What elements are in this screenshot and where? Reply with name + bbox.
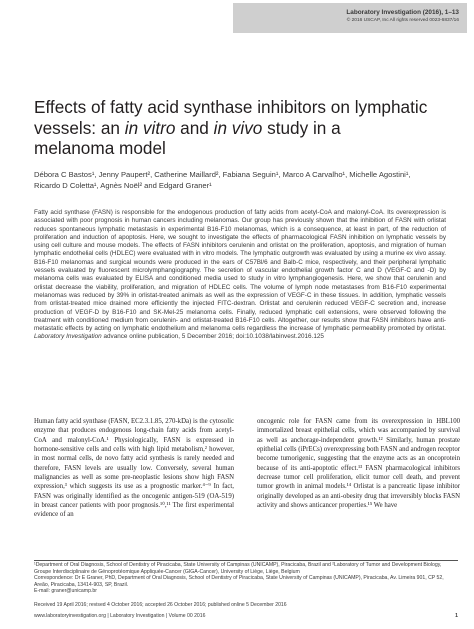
affiliations: ¹Department of Oral Diagnosis, School of Dentistry of Piracicaba, State University of Campinas (UNICAMP), Piracicaba, Brazil and ²Laboratory of Tumor and Development Biology, Groupe Interdisciplinaire de Génoprotéomique Appliquée-Cancer (GIGA-Cancer), University of Liège, Liège, Belgium <box>34 562 442 575</box>
journal-citation: Laboratory Investigation (2016), 1–13 <box>346 9 459 16</box>
footnotes <box>34 562 458 595</box>
received-dates: Received 19 April 2016; revised 4 October 2016; accepted 26 October 2016; published online 5 December 2016 <box>34 602 287 608</box>
online-publication: advance online publication, 5 December 2016; doi:10.1038/labinvest.2016.125 <box>101 333 324 341</box>
title-italic-in-vivo: in vivo <box>213 117 263 138</box>
author-line-2: Ricardo D Coletta¹, Agnès Noël² and Edgard Graner¹ <box>34 180 212 190</box>
citation-line <box>34 333 324 340</box>
abstract-text: Fatty acid synthase (FASN) is responsible for the endogenous production of fatty acids from acetyl-CoA and malonyl-CoA. Its overexpression is associated with poor prognosis in human cancers including melanomas. Our group has previously shown that the inhibition of FASN with orlistat reduces spontaneous lymphatic metastasis in experimental B16-F10 melanomas, which is a consequence, at least in part, of the reduction of proliferation and induction of apoptosis. Here, we sought to investigate the effects of pharmacological FASN inhibition on lymphatic vessels by using cell culture and mouse models. The effects of FASN inhibitors cerulenin and orlistat on the proliferation, apoptosis, and migration of human lymphatic endothelial cells (HDLEC) were evaluated with in vitro models. The lymphatic outgrowth was evaluated by using a murine ex vivo assay. B16-F10 melanomas and surgical wounds were produced in the ears of C57Bl/6 and Balb-C mice, respectively, and their peripheral lymphatic vessels evaluated by fluorescent microlymphangiography. The secretion of vascular endothelial growth factor C and D (VEGF-C and -D) by melanoma cells was evaluated by ELISA and conditioned media used to study in vitro lymphangiogenesis. Here, we show that cerulenin and orlistat decrease the viability, proliferation, and migration of HDLEC cells. The volume of lymph node metastases from B16-F10 experimental melanomas was reduced by 39% in orlistat-treated animals as well as the expression of VEGF-C in these tissues. In addition, lymphatic vessels from orlistat-treated mice drained more efficiently the injected FITC-dextran. Orlistat and cerulenin reduced VEGF-C secretion and, increase production of VEGF-D by B16-F10 and SK-Mel-25 melanoma cells. Finally, reduced lymphatic cell extensions, were observed following the treatment with conditioned medium from cerulenin- and orlistat-treated B16-F10 cells. Altogether, our results show that FASN inhibitors have anti-metastatic effects by acting on lymphatic endothelium and melanoma cells regardless the increase of lymphatic permeability promoted by orlistat. <box>34 209 446 333</box>
article-title <box>34 97 454 159</box>
footnote-divider <box>34 560 458 561</box>
title-line-2 <box>34 118 454 139</box>
footer-journal: www.laboratoryinvestigation.org | Laboratory Investigation | Volume 00 2016 <box>34 613 206 619</box>
journal-header-box <box>233 3 467 33</box>
title-italic-in-vitro: in vitro <box>124 117 176 138</box>
page-number: 1 <box>455 613 458 619</box>
title-text: study in a <box>262 117 341 138</box>
author-list <box>34 170 464 191</box>
title-line-1: Effects of fatty acid synthase inhibitors on lymphatic <box>34 97 428 117</box>
correspondence: Correspondence: Dr E Graner, PhD, Department of Oral Diagnosis, School of Dentistry of Piracicaba, State University of Campinas (UNICAMP), Piracicaba, Av. Limeira 901, CP 52, Areão, Piracicaba, 13414-903, SP, Brazil. <box>34 575 444 588</box>
title-line-3: melanoma model <box>34 138 166 158</box>
page-footer <box>34 613 458 621</box>
abstract <box>34 209 446 342</box>
title-text: and <box>175 117 214 138</box>
journal-name: Laboratory Investigation <box>34 333 102 341</box>
title-text: vessels: an <box>34 117 125 138</box>
author-line-1: Débora C Bastos¹, Jenny Paupert², Catherine Maillard², Fabiana Seguin¹, Marco A Carvalho¹, Michelle Agostini¹, <box>34 170 411 179</box>
email: E-mail: graner@unicamp.br <box>34 588 97 595</box>
copyright-line: © 2016 USCAP, Inc All rights reserved 0023-6837/16 <box>346 18 459 23</box>
body-column-left: Human fatty acid synthase (FASN, EC2.3.1.85, 270-kDa) is the cytosolic enzyme that produces endogenous long-chain fatty acids from acetyl-CoA and malonyl-CoA.¹ Physiologically, FASN is expressed in hormone-sensitive cells and cells with high lipid metabolism,² however, in most normal cells, de novo fatty acid synthesis is rarely needed and therefore, FASN levels are usually low. Conversely, several human malignancies as well as some pre-neoplastic lesions show high FASN expression,³ which suggests its use as a prognostic marker.⁴⁻⁹ In fact, FASN was originally identified as the oncogenic antigen-519 (OA-519) in breast cancer patients with poor prognosis.¹⁰,¹¹ The first experimental evidence of an <box>34 418 234 519</box>
body-column-right: oncogenic role for FASN came from its overexpression in HBL100 immortalized breast epithelial cells, which was accompanied by survival as well as anchorage-independent growth.¹² Similarly, human prostate epithelial cells (iPrECs) overexpressing both FASN and androgen receptor become tumorigenic, suggesting that the enzyme acts as an oncoprotein because of its anti-apoptotic effect.¹³ FASN pharmacological inhibitors decrease tumor cell proliferation, elicit tumor cell death, and prevent tumor growth in animal models.¹⁴ Orlistat is a pancreatic lipase inhibitor originally developed as an anti-obesity drug that irreversibly blocks FASN activity and shows anticancer properties.¹⁵ We have <box>257 418 460 510</box>
